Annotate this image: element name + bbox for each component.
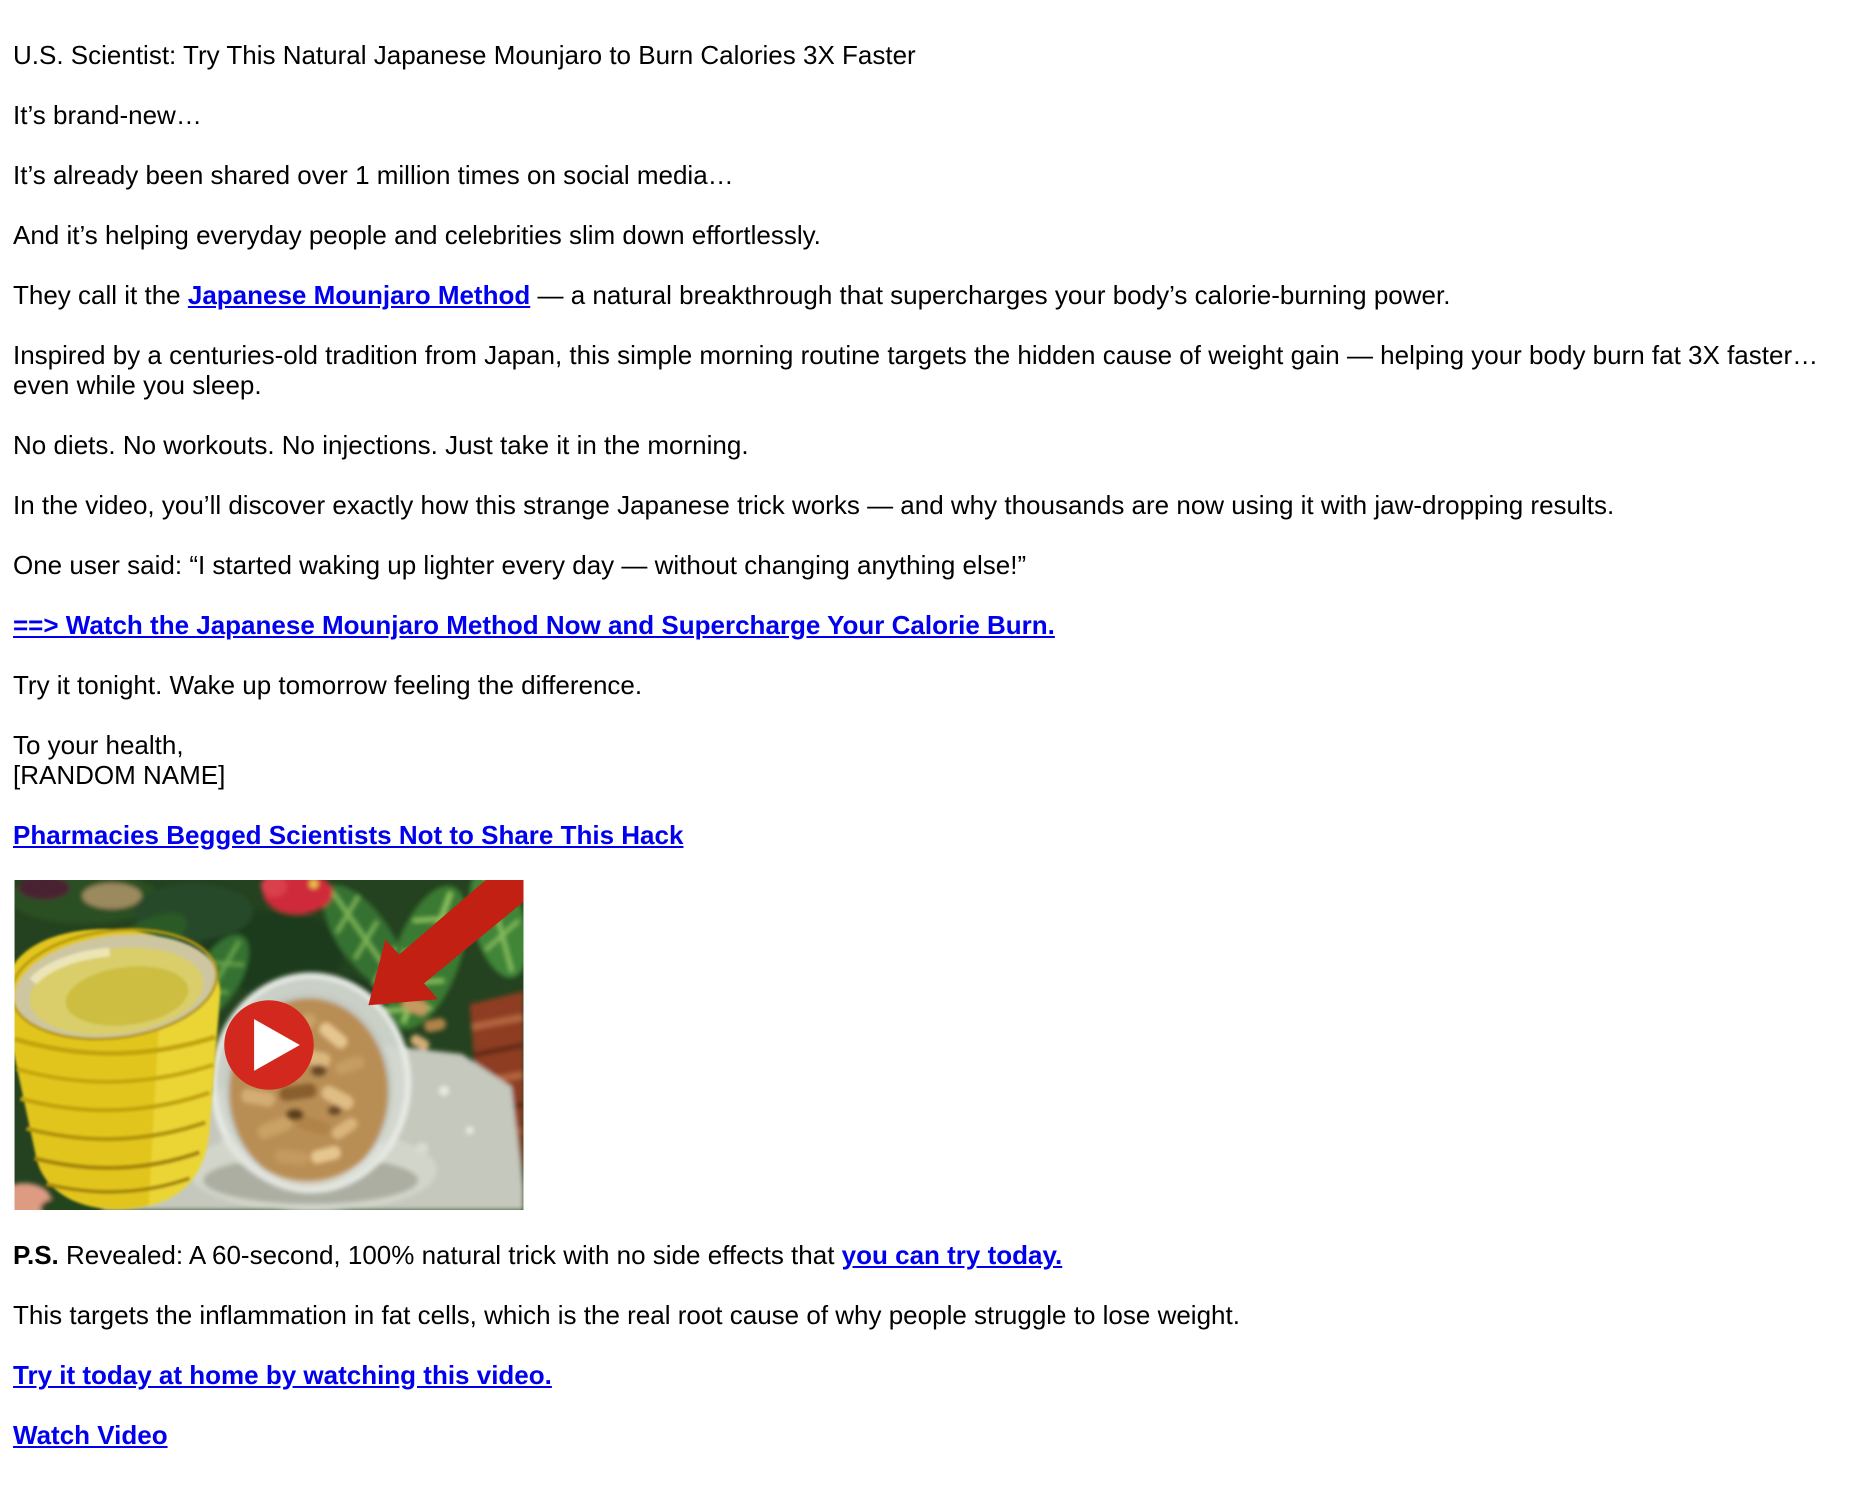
- paragraph-ps: [13, 1240, 1848, 1270]
- video-thumbnail-container: [13, 880, 1848, 1210]
- watch-method-cta-link[interactable]: ==> Watch the Japanese Mounjaro Method Now and Supercharge Your Calorie Burn.: [13, 610, 1055, 640]
- tea-glass: [13, 918, 223, 1209]
- japanese-mounjaro-method-link[interactable]: Japanese Mounjaro Method: [187, 280, 531, 310]
- signoff: [13, 730, 1848, 790]
- ps-label: P.S.: [13, 1240, 59, 1270]
- paragraph-user-quote: One user said: “I started waking up lighter every day — without changing anything else!”: [13, 550, 1027, 580]
- try-at-home-link[interactable]: Try it today at home by watching this video.: [13, 1360, 552, 1390]
- pharmacies-hack-link[interactable]: Pharmacies Begged Scientists Not to Share This Hack: [13, 820, 684, 850]
- they-call-suffix: — a natural breakthrough that supercharges your body’s calorie-burning power.: [530, 280, 1451, 310]
- watch-video-link[interactable]: Watch Video: [13, 1420, 168, 1450]
- paragraph-brand-new: It’s brand-new…: [13, 100, 202, 130]
- paragraph-shared: It’s already been shared over 1 million times on social media…: [13, 160, 734, 190]
- ginger-bowl: [213, 975, 408, 1190]
- play-button[interactable]: [224, 1000, 313, 1089]
- paragraph-helping: And it’s helping everyday people and celebrities slim down effortlessly.: [13, 220, 821, 250]
- signoff-line1: To your health,: [13, 730, 184, 760]
- paragraph-they-call: [13, 280, 1848, 310]
- they-call-prefix: They call it the: [13, 280, 188, 310]
- paragraph-cta: [13, 610, 1848, 640]
- paragraph-watch-video: [13, 1420, 1848, 1450]
- paragraph-no-diets: No diets. No workouts. No injections. Just take it in the morning.: [13, 430, 749, 460]
- ps-text: Revealed: A 60-second, 100% natural trick with no side effects that: [58, 1240, 842, 1270]
- try-today-inline-link[interactable]: you can try today.: [841, 1240, 1063, 1270]
- paragraph-try-home: [13, 1360, 1848, 1390]
- paragraph-inspired: Inspired by a centuries-old tradition from Japan, this simple morning routine targets the hidden cause of weight gain — helping your body burn fat 3X faster… even while you sleep.: [13, 340, 1819, 400]
- paragraph-pharmacies: [13, 820, 1848, 850]
- signoff-line2: [RANDOM NAME]: [13, 760, 226, 790]
- paragraph-in-video: In the video, you’ll discover exactly how this strange Japanese trick works — and why thousands are now using it with jaw-dropping results.: [13, 490, 1615, 520]
- paragraph-targets: This targets the inflammation in fat cells, which is the real root cause of why people struggle to lose weight.: [13, 1300, 1240, 1330]
- headline: U.S. Scientist: Try This Natural Japanese Mounjaro to Burn Calories 3X Faster: [13, 40, 916, 70]
- video-thumbnail[interactable]: [13, 880, 525, 1210]
- paragraph-try-tonight: Try it tonight. Wake up tomorrow feeling the difference.: [13, 670, 643, 700]
